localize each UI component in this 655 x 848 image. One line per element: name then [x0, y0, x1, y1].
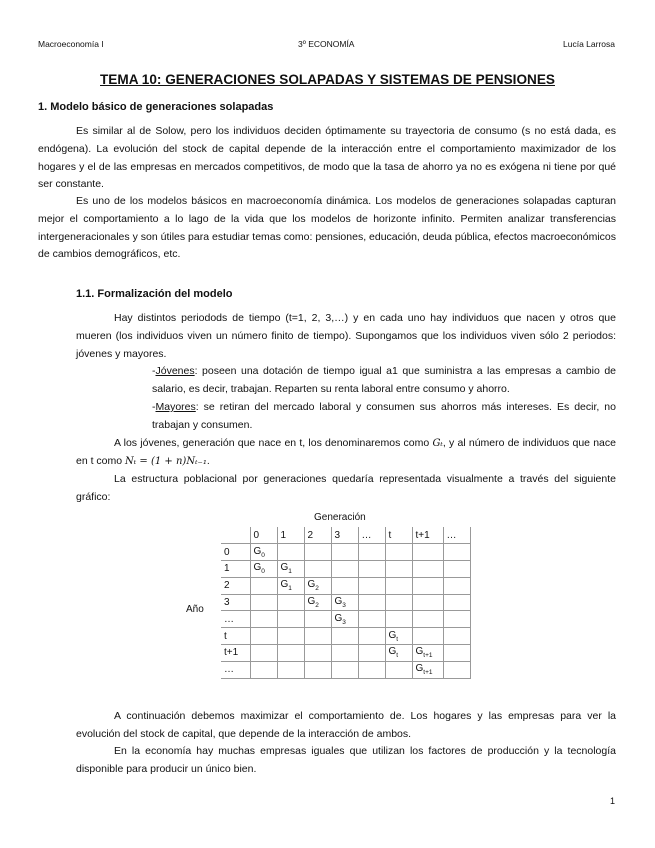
table-cell: $G_t$: [385, 645, 412, 662]
table-cell: [277, 594, 304, 611]
table-cell: [358, 544, 385, 561]
table-cell: 3: [331, 527, 358, 544]
table-cell: [358, 628, 385, 645]
header-degree: 3º ECONOMÍA: [298, 39, 355, 49]
table-cell: $G_{t+1}$: [412, 661, 443, 678]
bullet-mayores: -Mayores: se retiran del mercado laboral y consumen sus ahorros más intereses. Es decir, no trabajan y consumen.: [152, 401, 616, 431]
table-header-row: [221, 527, 470, 544]
table-cell: [385, 661, 412, 678]
table-cell: [277, 661, 304, 678]
table-cell: 3: [221, 594, 250, 611]
table-cell: $G_{t+1}$: [412, 645, 443, 662]
table-cell: …: [221, 661, 250, 678]
table-cell: 1: [277, 527, 304, 544]
table-cell: $G_0$: [250, 561, 277, 578]
table-cell: [443, 628, 470, 645]
table-cell: [304, 645, 331, 662]
table-cell: [358, 611, 385, 628]
table-cell: $G_2$: [304, 594, 331, 611]
formula-population: Nₜ = (1 + n)Nₜ₋₁: [125, 455, 207, 467]
table-year-label: Año: [186, 604, 204, 615]
table-cell: [412, 561, 443, 578]
page-number: 1: [609, 796, 615, 806]
table-cell: $G_1$: [277, 577, 304, 594]
table-row: [221, 577, 470, 594]
paragraph-7: En la economía hay muchas empresas iguales que utilizan los factores de producción y la tecnología disponible para producir un único bien.: [76, 745, 616, 775]
table-cell: $G_3$: [331, 611, 358, 628]
table-cell: [358, 645, 385, 662]
bullet-jovenes-text: : poseen una dotación de tiempo igual a1 que suministra a las empresas a cambio de salario, es decir, trabajan. Reparten su renta laboral entre consumo y ahorro.: [152, 365, 616, 395]
table-cell: [358, 577, 385, 594]
table-cell: [385, 577, 412, 594]
table-cell: [331, 661, 358, 678]
paragraph-4-part-a: A los jóvenes, generación que nace en t, los denominaremos como: [114, 437, 433, 449]
table-cell: [277, 611, 304, 628]
table-cell: $G_t$: [385, 628, 412, 645]
bullet-jovenes-label: Jóvenes: [155, 365, 195, 377]
table-generation-label: Generación: [314, 512, 366, 523]
header-course: Macroeconomía I: [38, 39, 104, 49]
table-cell: [277, 544, 304, 561]
table-cell: [331, 645, 358, 662]
table-cell: [304, 661, 331, 678]
table-cell: 0: [250, 527, 277, 544]
table-cell: [331, 628, 358, 645]
table-cell: [385, 544, 412, 561]
table-cell: [331, 544, 358, 561]
formula-gt: Gₜ: [432, 438, 443, 449]
table-cell: [250, 645, 277, 662]
bullet-mayores-text: : se retiran del mercado laboral y consumen sus ahorros más intereses. Es decir, no trabajan y consumen.: [152, 401, 616, 431]
table-cell: t: [221, 628, 250, 645]
bullet-mayores-label: Mayores: [155, 401, 196, 413]
paragraph-3: Hay distintos periodods de tiempo (t=1, 2, 3,…) y en cada uno hay individuos que nacen y otros que mueren (los individuos viven un número finito de tiempo). Supongamos que los individuos viven sólo 2 periodos: jóvenes y mayores.: [76, 312, 616, 360]
table-cell: [443, 561, 470, 578]
table-cell: [331, 561, 358, 578]
table-cell: [385, 561, 412, 578]
table-cell: [358, 661, 385, 678]
table-cell: t: [385, 527, 412, 544]
table-cell: 0: [221, 544, 250, 561]
table-row: [221, 611, 470, 628]
table-cell: 2: [304, 527, 331, 544]
table-row: [221, 544, 470, 561]
section-heading-1-1: 1.1. Formalización del modelo: [76, 288, 233, 300]
table-cell: [304, 611, 331, 628]
table-cell: [412, 628, 443, 645]
table-cell: 2: [221, 577, 250, 594]
table-row: [221, 645, 470, 662]
table-cell: [304, 544, 331, 561]
table-cell: [443, 661, 470, 678]
table-cell: …: [358, 527, 385, 544]
table-cell: [412, 611, 443, 628]
table-cell: $G_3$: [331, 594, 358, 611]
paragraph-4-part-c: .: [206, 454, 210, 467]
table-cell: …: [221, 611, 250, 628]
table-cell: [443, 645, 470, 662]
table-row: [221, 661, 470, 678]
table-cell: [385, 611, 412, 628]
table-cell: $G_2$: [304, 577, 331, 594]
table-cell: [358, 594, 385, 611]
table-cell: [221, 527, 250, 544]
paragraph-6: A continuación debemos maximizar el comportamiento de. Los hogares y las empresas para ver la evolución del stock de capital, que depende de la interacción de ambos.: [76, 710, 616, 740]
table-cell: t+1: [221, 645, 250, 662]
paragraph-4: [76, 435, 616, 471]
header-author: Lucía Larrosa: [563, 39, 615, 49]
table-row: [221, 628, 470, 645]
table-cell: [250, 661, 277, 678]
table-cell: t+1: [412, 527, 443, 544]
paragraph-1: Es similar al de Solow, pero los individuos deciden óptimamente su trayectoria de consumo (s no está dada, es endógena). La evolución del stock de capital depende de la interacción entre el comportamiento maximizador de los hogares y el de las empresas en mercados competitivos, de modo que la tasa de ahorro ya no es exógena ni tiene por qué ser constante.: [38, 125, 616, 191]
table-cell: [443, 577, 470, 594]
table-cell: [250, 577, 277, 594]
table-cell: [304, 561, 331, 578]
table-cell: $G_0$: [250, 544, 277, 561]
paragraph-5: La estructura poblacional por generaciones quedaría representada visualmente a través del siguiente gráfico:: [76, 473, 616, 503]
table-cell: [304, 628, 331, 645]
table-cell: [443, 594, 470, 611]
table-cell: [250, 611, 277, 628]
table-cell: [412, 544, 443, 561]
table-row: [221, 561, 470, 578]
table-cell: [443, 611, 470, 628]
table-cell: …: [443, 527, 470, 544]
table-cell: [277, 645, 304, 662]
paragraph-2: Es uno de los modelos básicos en macroeconomía dinámica. Los modelos de generaciones solapadas capturan mejor el comportamiento a lo lago de la vida que los modelos de horizonte infinito. Permiten analizar transferencias intergeneracionales y son útiles para estudiar temas como: pensiones, educación, deuda pública, efectos macroeconómicos de cambios demográficos, etc.: [38, 195, 616, 261]
table-cell: $G_1$: [277, 561, 304, 578]
generations-table: [221, 527, 471, 679]
table-cell: [385, 594, 412, 611]
bullet-jovenes: -Jóvenes: poseen una dotación de tiempo igual a1 que suministra a las empresas a cambio de salario, es decir, trabajan. Reparten su renta laboral entre consumo y ahorro.: [152, 365, 616, 395]
table-cell: [412, 577, 443, 594]
table-cell: [250, 594, 277, 611]
table-cell: [277, 628, 304, 645]
table-cell: [412, 594, 443, 611]
table-cell: [250, 628, 277, 645]
table-row: [221, 594, 470, 611]
table-cell: [443, 544, 470, 561]
table-cell: 1: [221, 561, 250, 578]
table-cell: [331, 577, 358, 594]
table-cell: [358, 561, 385, 578]
paragraph-4-part-b: , y al número de individuos que nace en t como: [76, 437, 616, 467]
section-heading-1: 1. Modelo básico de generaciones solapadas: [38, 101, 274, 113]
document-title: TEMA 10: GENERACIONES SOLAPADAS Y SISTEMAS DE PENSIONES: [100, 72, 555, 87]
